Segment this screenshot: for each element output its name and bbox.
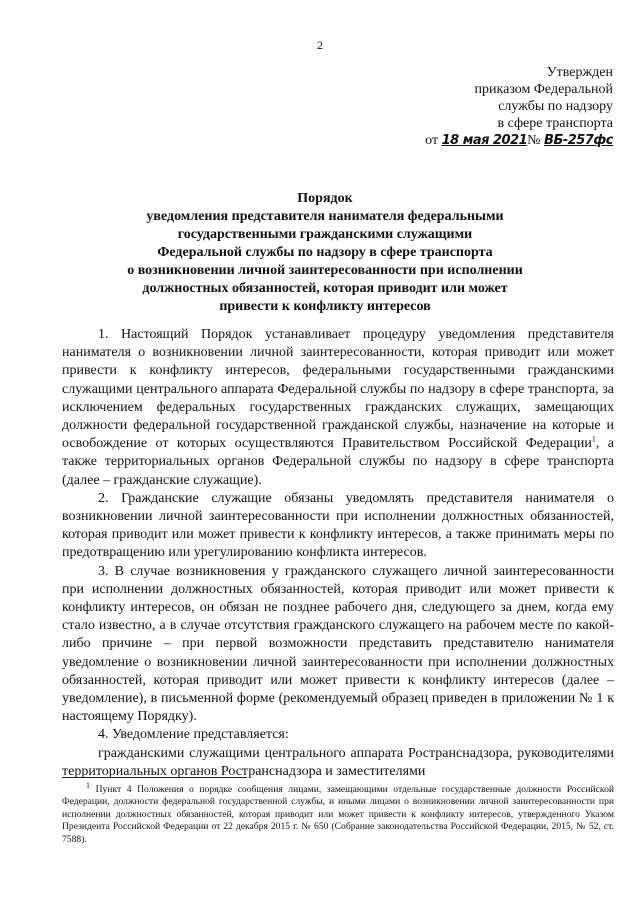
paragraph-4: 4. Уведомление представляется: xyxy=(98,727,289,743)
title-line: о возникновении личной заинтересованности при исполнении xyxy=(127,263,523,278)
number-prefix: № xyxy=(527,133,541,148)
footnote-reference: 1 xyxy=(591,434,596,444)
title-line: привести к конфликту интересов xyxy=(219,299,431,314)
paragraph-1-text: 1. Настоящий Порядок устанавливает процедуру уведомления представителя нанимателя о возникновении личной заинтересованности, которая приводит или может привести к конфликту интересов, федеральными государственными гражданскими служащими центрального аппарата Федеральной службы по надзору в сфере транспорта, за исключением федеральных государственных гражданских служащих, замещающих должности федеральной государственной гражданской службы, назначение на которые и освобождение от которых осуществляются Правительством Российской Федерации xyxy=(62,327,614,452)
approval-line: в сфере транспорта xyxy=(497,116,613,131)
approval-date-number xyxy=(425,132,613,149)
paragraph-1-text-cont: , а также территориальных органов Федеральной службы по надзору в сфере транспорта (далее – гражданские служащие). xyxy=(62,436,615,488)
title-line: Порядок xyxy=(297,191,353,206)
document-title xyxy=(40,190,610,316)
approval-line: службы по надзору xyxy=(498,99,613,114)
paragraph-5: гражданскими служащими центрального аппарата Ространснадзора, руководителями территориальных органов Ространснадзора и заместителями xyxy=(62,745,614,779)
paragraph-1 xyxy=(62,326,614,490)
footnote xyxy=(62,780,614,846)
approval-stamp xyxy=(425,64,613,149)
paragraph-3: 3. В случае возникновения у гражданского служащего личной заинтересованности при исполнении должностных обязанностей, которая приводит или может привести к конфликту интересов, он обязан не позднее рабочего дня, следующего за днем, когда ему стало известно, а в случае отсутствия гражданского служащего на рабочем месте по какой-либо причине – при первой возможности представить представителю нанимателя уведомление о возникновении личной заинтересованности при исполнении должностных обязанностей, которая приводит или может привести к конфликту интересов (далее – уведомление), в письменной форме (рекомендуемый образец приведен в приложении № 1 к настоящему Порядку). xyxy=(62,563,614,725)
footnote-mark: 1 xyxy=(86,780,90,790)
footnote-divider xyxy=(62,777,247,778)
title-line: уведомления представителя нанимателя федеральными xyxy=(146,209,504,224)
handwritten-number: ВБ-257фс xyxy=(544,133,613,148)
date-prefix: от xyxy=(425,133,439,148)
page-number: 2 xyxy=(317,38,323,52)
title-line: должностных обязанностей, которая приводит или может xyxy=(142,281,508,296)
approval-line: приказом Федеральной xyxy=(474,82,613,97)
document-body xyxy=(62,326,614,781)
paragraph-2: 2. Гражданские служащие обязаны уведомлять представителя нанимателя о возникновении личной заинтересованности при исполнении должностных обязанностей, которая приводит или может привести к конфликту интересов, а также принимать меры по предотвращению или урегулированию конфликта интересов. xyxy=(62,490,614,561)
handwritten-date: 18 мая 2021 xyxy=(441,133,528,148)
title-line: Федеральной службы по надзору в сфере транспорта xyxy=(157,245,493,260)
approval-line: Утвержден xyxy=(546,65,613,80)
title-line: государственными гражданскими служащими xyxy=(177,227,473,242)
footnote-text: Пункт 4 Положения о порядке сообщения лицами, замещающими отдельные государственные должности Российской Федерации, должности федеральной государственной службы, и иными лицами о возникновении личной заинтересованности при исполнении должностных обязанностей, которая приводит или может привести к конфликту интересов, утвержденного Указом Президента Российской Федерации от 22 декабря 2015 г. № 650 (Собрание законодательства Российской Федерации, 2015, № 52, ст. 7588). xyxy=(62,784,614,845)
